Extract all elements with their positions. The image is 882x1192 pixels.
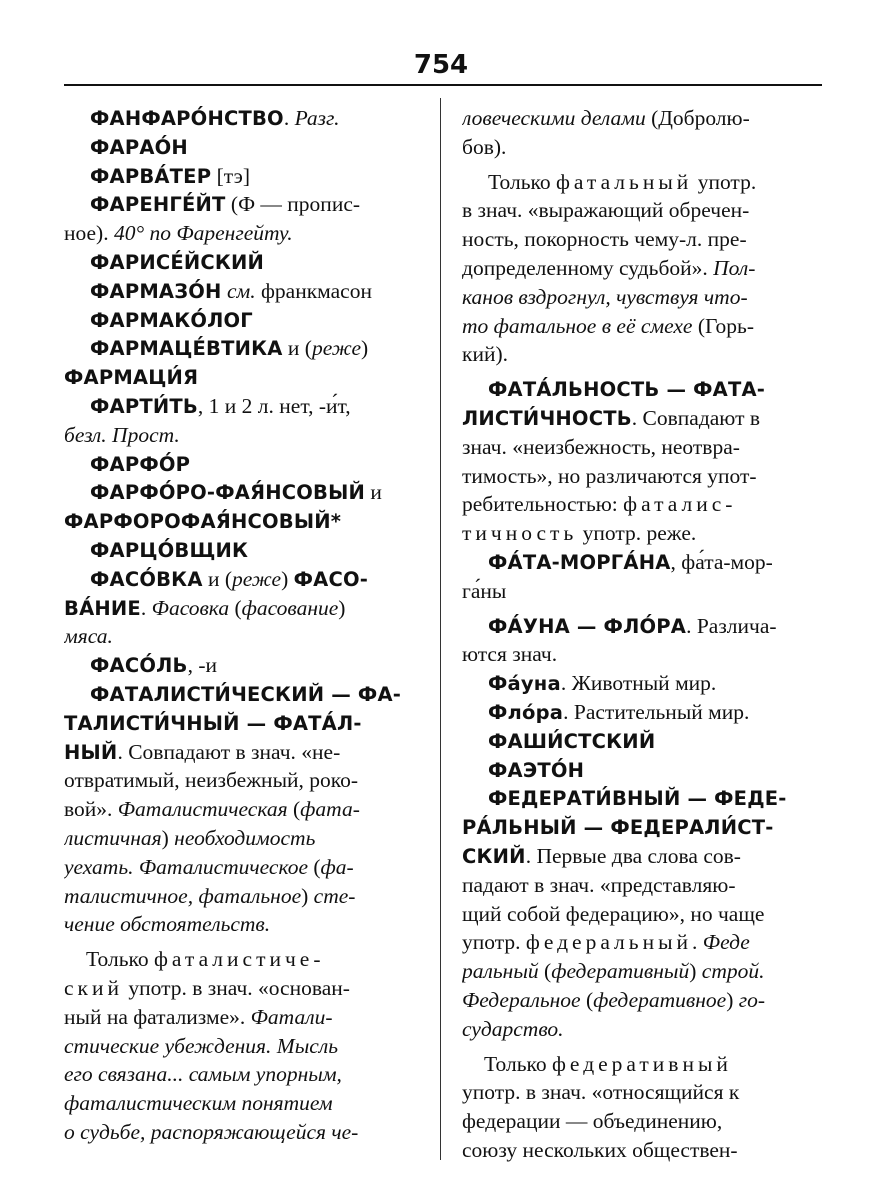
- headword: ФАРМАЗО́Н: [90, 279, 222, 303]
- text-run: употр. реже.: [577, 521, 697, 546]
- text-run: реже: [311, 336, 361, 361]
- text-run: бов).: [462, 134, 507, 159]
- text-line: [462, 133, 822, 162]
- text-run: щий собой федерацию», но чаще: [462, 901, 765, 926]
- text-run: Феде: [702, 930, 750, 955]
- page-number: 754: [413, 50, 469, 80]
- text-line: [462, 612, 822, 641]
- text-run: то фатальное в её смехе: [462, 313, 693, 338]
- text-run: .: [283, 106, 295, 130]
- text-run: га́ны: [462, 578, 507, 603]
- text-line: [462, 225, 822, 254]
- text-line: [64, 507, 420, 536]
- text-line: [462, 548, 822, 577]
- text-run: фа-: [320, 854, 354, 879]
- right-column: [462, 104, 822, 1165]
- text-run: строй.: [701, 959, 765, 984]
- text-line: [64, 594, 420, 623]
- headword: ЛИСТИ́ЧНОСТЬ: [462, 406, 632, 430]
- text-line: [64, 565, 420, 594]
- text-run: ): [689, 959, 702, 984]
- text-run: стические убеждения. Мысль: [64, 1033, 338, 1058]
- text-run: мяса.: [64, 624, 113, 649]
- text-run: Фатали-: [250, 1004, 333, 1029]
- text-run: фаталис-: [623, 492, 737, 517]
- text-run: .: [140, 595, 152, 620]
- text-run: фаталистиче-: [154, 947, 325, 972]
- text-run: 40° по Фаренгейту.: [113, 221, 293, 246]
- text-line: [462, 433, 822, 462]
- text-line: [462, 519, 822, 548]
- left-column: [64, 104, 420, 1147]
- text-run: . Первые два слова сов-: [525, 843, 741, 868]
- text-run: ральный: [462, 959, 539, 984]
- headword: ФАРФОРОФАЯ́НСОВЫЙ*: [64, 510, 342, 534]
- text-run: федеральный: [525, 930, 693, 955]
- text-run: . Совпадают в: [631, 405, 761, 430]
- text-run: федеративный: [552, 1051, 732, 1076]
- text-line: [64, 824, 420, 853]
- text-run: уехать. Фаталистическое: [64, 854, 308, 879]
- text-line: [64, 738, 420, 767]
- headword: ФАЭТО́Н: [488, 758, 585, 782]
- headword: ФАРФО́Р: [90, 452, 191, 476]
- text-line: [64, 133, 420, 162]
- text-run: Пол-: [713, 255, 756, 280]
- headword: ФАРЕНГЕ́ЙТ: [90, 193, 226, 217]
- text-run: Федеральное: [462, 987, 581, 1012]
- headword: ВА́НИЕ: [64, 596, 141, 620]
- text-run: (: [580, 987, 594, 1012]
- text-line: [64, 945, 420, 974]
- headword: ФАРМАЦЕ́ВТИКА: [90, 337, 283, 361]
- text-line: [462, 784, 822, 813]
- text-line: [462, 727, 822, 756]
- text-line: [64, 651, 420, 680]
- text-line: [462, 254, 822, 283]
- text-run: , 1 и 2 л. нет, -и́т,: [197, 393, 351, 418]
- text-line: [64, 190, 420, 219]
- text-line: [462, 986, 822, 1015]
- text-line: [462, 168, 822, 197]
- text-run: Только: [86, 947, 154, 972]
- text-run: Разг.: [294, 106, 340, 130]
- text-line: [64, 277, 420, 306]
- text-run: фатальный: [556, 169, 693, 194]
- text-run: кий).: [462, 342, 508, 367]
- text-line: [64, 853, 420, 882]
- text-run: . Растительный мир.: [563, 699, 750, 724]
- text-run: Только: [488, 169, 556, 194]
- text-line: [462, 490, 822, 519]
- text-run: союзу нескольких обществен-: [462, 1137, 738, 1162]
- text-line: [64, 478, 420, 507]
- text-run: ное).: [64, 221, 114, 246]
- text-run: вой».: [64, 797, 118, 822]
- text-line: [64, 306, 420, 335]
- text-line: [64, 1060, 420, 1089]
- text-line: [64, 248, 420, 277]
- text-run: (: [287, 797, 301, 822]
- headword: ФАНФАРО́НСТВО: [90, 107, 284, 130]
- text-run: (: [229, 595, 242, 620]
- headword: ФАСО́ЛЬ: [90, 654, 188, 678]
- headword: ФЕДЕРАТИ́ВНЫЙ — ФЕДЕ-: [488, 787, 787, 811]
- text-line: [462, 1015, 822, 1044]
- text-run: падают в знач. «представляю-: [462, 872, 736, 897]
- text-line: [64, 421, 420, 450]
- text-run: .: [692, 930, 703, 955]
- text-run: сте-: [313, 883, 356, 908]
- text-line: [462, 813, 822, 842]
- text-run: чение обстоятельств.: [64, 912, 271, 937]
- text-run: Фасовка: [151, 595, 230, 620]
- text-run: федеративный: [551, 959, 690, 984]
- text-line: [462, 196, 822, 225]
- text-run: (Ф — пропис-: [225, 192, 361, 217]
- text-run: см.: [226, 278, 256, 303]
- text-line: [64, 450, 420, 479]
- text-run: употр. в знач. «относящийся к: [462, 1080, 740, 1105]
- text-line: [64, 104, 420, 133]
- text-line: [462, 462, 822, 491]
- headword: НЫЙ: [64, 740, 118, 764]
- text-line: [64, 334, 420, 363]
- text-run: . Различа-: [686, 613, 777, 638]
- text-run: Только: [484, 1051, 552, 1076]
- text-run: и (: [282, 336, 312, 361]
- text-line: [462, 577, 822, 606]
- text-run: ): [281, 566, 294, 591]
- headword: ФАРИСЕ́ЙСКИЙ: [90, 250, 265, 274]
- headword: ТАЛИСТИ́ЧНЫЙ — ФАТА́Л-: [64, 711, 362, 735]
- text-run: листичная: [64, 825, 162, 850]
- text-run: его связана... самым упорным,: [64, 1062, 342, 1087]
- text-run: , -и: [187, 653, 217, 678]
- text-line: [462, 640, 822, 669]
- headword: ФАРЦО́ВЩИК: [90, 538, 249, 562]
- text-run: фаталистическим понятием: [64, 1091, 333, 1116]
- headword: ФАРМАКО́ЛОГ: [90, 308, 253, 332]
- text-run: ): [161, 825, 175, 850]
- column-divider: [440, 98, 441, 1160]
- text-line: [462, 1136, 822, 1165]
- headword: ФА́ТА-МОРГА́НА: [488, 550, 671, 574]
- text-line: [462, 698, 822, 727]
- text-run: ): [726, 987, 739, 1012]
- headword: Фло́ра: [488, 700, 564, 724]
- text-line: [462, 375, 822, 404]
- text-line: [462, 340, 822, 369]
- text-run: талистичное, фатальное: [64, 883, 302, 908]
- text-line: [64, 910, 420, 939]
- text-run: (Добролю-: [645, 106, 750, 130]
- text-run: и (: [202, 566, 233, 591]
- text-run: канов вздрогнул, чувствуя что-: [462, 284, 748, 309]
- text-line: [462, 312, 822, 341]
- text-run: безл. Прост.: [64, 422, 180, 447]
- text-run: необходимость: [174, 825, 316, 850]
- text-run: о судьбе, распоряжающейся че-: [64, 1119, 359, 1144]
- text-run: ): [301, 883, 314, 908]
- text-run: (: [538, 959, 552, 984]
- headword: ФАСО́ВКА: [90, 567, 203, 591]
- text-run: допределенному судьбой».: [462, 255, 714, 280]
- text-run: ный на фатализме».: [64, 1004, 251, 1029]
- text-run: в знач. «выражающий обречен-: [462, 198, 750, 223]
- headword: ФАШИ́СТСКИЙ: [488, 729, 656, 753]
- text-run: ): [360, 336, 369, 361]
- text-run: сударство.: [462, 1016, 564, 1041]
- text-line: [64, 882, 420, 911]
- headword: ФАСО-: [293, 567, 369, 591]
- text-line: [64, 219, 420, 248]
- header-rule: [64, 84, 822, 86]
- text-run: употр.: [692, 169, 757, 194]
- text-run: и: [365, 480, 382, 505]
- headword: ФАТАЛИСТИ́ЧЕСКИЙ — ФА-: [90, 682, 402, 706]
- text-line: [462, 283, 822, 312]
- text-line: [64, 680, 420, 709]
- headword: Фа́уна: [488, 672, 561, 696]
- text-line: [64, 536, 420, 565]
- text-run: , фа́та-мор-: [670, 549, 773, 574]
- text-line: [64, 1032, 420, 1061]
- text-line: [462, 669, 822, 698]
- text-run: . Совпадают в знач. «не-: [117, 739, 341, 764]
- text-line: [462, 928, 822, 957]
- text-line: [462, 957, 822, 986]
- text-run: фасование: [241, 595, 339, 620]
- text-line: [64, 795, 420, 824]
- text-run: знач. «неизбежность, неотвра-: [462, 434, 740, 459]
- headword: ФАТА́ЛЬНОСТЬ — ФАТА-: [488, 378, 766, 402]
- text-line: [64, 974, 420, 1003]
- text-run: отвратимый, неизбежный, роко-: [64, 768, 359, 793]
- text-run: ность, покорность чему-л. пре-: [462, 227, 747, 252]
- text-run: го-: [738, 987, 766, 1012]
- text-line: [462, 1050, 822, 1079]
- text-run: тичность: [462, 521, 578, 546]
- text-line: [462, 900, 822, 929]
- headword: СКИЙ: [462, 844, 526, 868]
- headword: ФАРМАЦИ́Я: [64, 366, 199, 390]
- text-run: Фаталистическая: [117, 797, 288, 822]
- text-line: [462, 756, 822, 785]
- text-line: [462, 104, 822, 133]
- text-line: [462, 1107, 822, 1136]
- text-run: употр. в знач. «основан-: [123, 975, 350, 1000]
- text-run: . Животный мир.: [560, 671, 717, 696]
- text-line: [64, 1003, 420, 1032]
- text-line: [462, 842, 822, 871]
- text-run: ский: [64, 975, 123, 1000]
- text-line: [462, 404, 822, 433]
- headword: ФАРАО́Н: [90, 135, 188, 159]
- text-run: франкмасон: [255, 278, 372, 303]
- headword: ФАРФО́РО-ФАЯ́НСОВЫЙ: [90, 481, 366, 505]
- text-run: (Горь-: [692, 313, 755, 338]
- text-run: реже: [232, 566, 282, 591]
- text-run: тимость», но различаются упот-: [462, 463, 757, 488]
- text-line: [64, 162, 420, 191]
- headword: ФАРВА́ТЕР: [90, 164, 212, 188]
- text-line: [462, 1078, 822, 1107]
- text-line: [462, 871, 822, 900]
- text-run: ются знач.: [462, 642, 558, 667]
- text-line: [64, 1089, 420, 1118]
- text-run: ловеческими делами: [462, 106, 646, 130]
- text-line: [64, 1118, 420, 1147]
- text-run: употр.: [462, 930, 526, 955]
- text-line: [64, 392, 420, 421]
- headword: РА́ЛЬНЫЙ — ФЕДЕРАЛИ́СТ-: [462, 816, 774, 840]
- headword: ФАРТИ́ТЬ: [90, 394, 198, 418]
- text-run: ): [338, 595, 346, 620]
- text-run: [тэ]: [211, 163, 251, 188]
- text-run: ребительностью:: [462, 492, 624, 517]
- text-line: [64, 363, 420, 392]
- text-line: [64, 622, 420, 651]
- text-run: федеративное: [593, 987, 727, 1012]
- headword: ФА́УНА — ФЛО́РА: [488, 614, 687, 638]
- text-run: (: [308, 854, 321, 879]
- text-run: федерации — объединению,: [462, 1109, 723, 1134]
- text-line: [64, 766, 420, 795]
- text-run: фата-: [300, 797, 360, 822]
- text-line: [64, 709, 420, 738]
